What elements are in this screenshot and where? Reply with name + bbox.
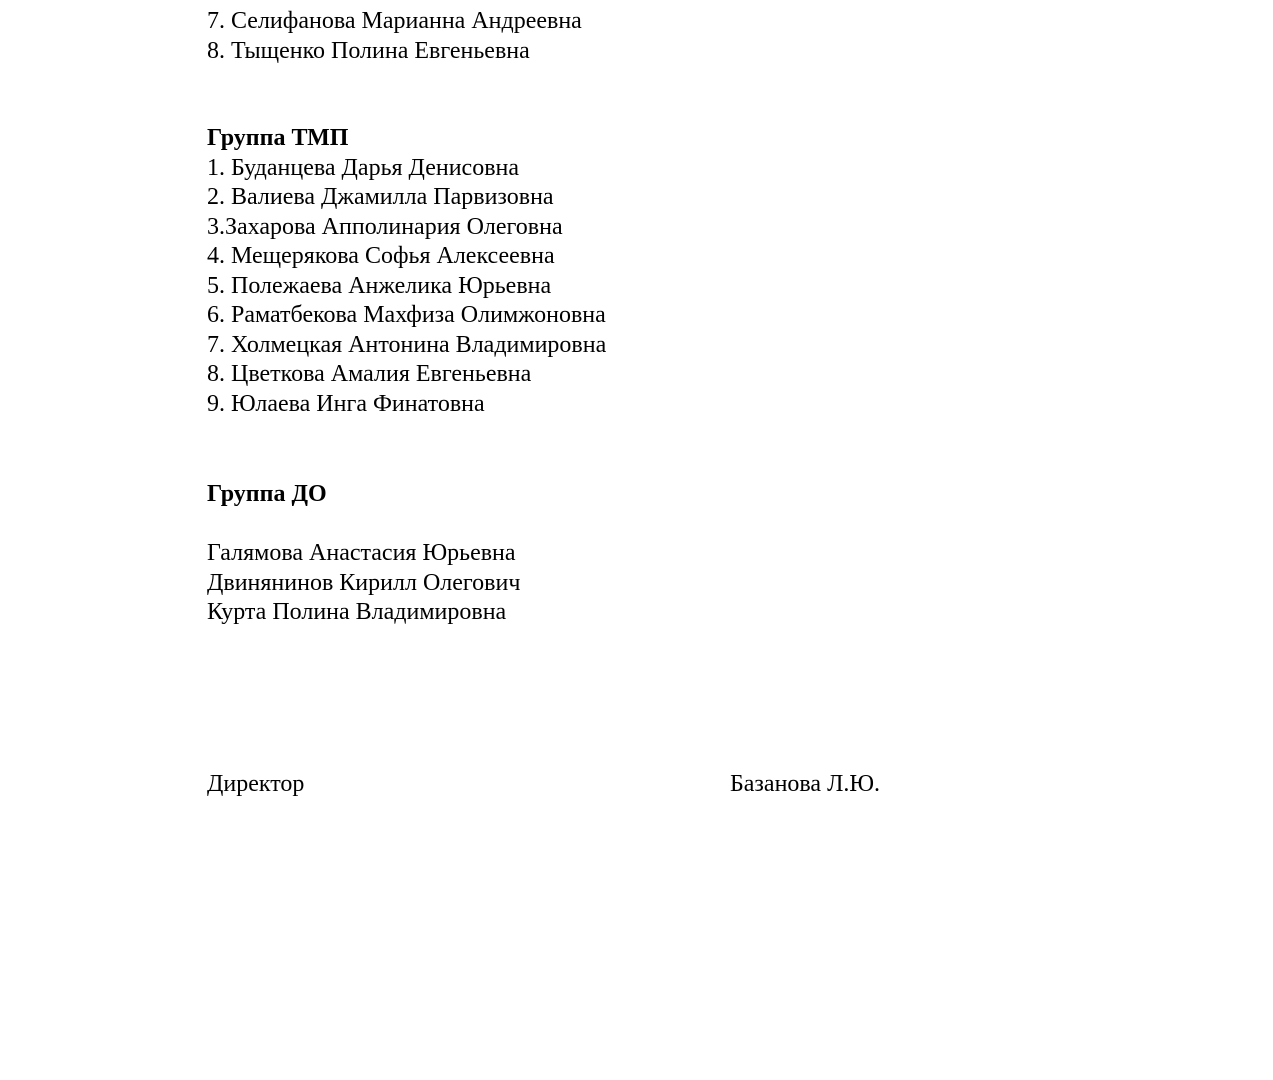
group-do-title: Группа ДО <box>207 481 327 507</box>
group-do-section <box>207 480 520 628</box>
group-tmp-title: Группа ТМП <box>207 125 349 151</box>
list-item: 2. Валиева Джамилла Парвизовна <box>207 184 554 210</box>
blank-line <box>207 510 520 540</box>
signature-name: Базанова Л.Ю. <box>730 771 881 797</box>
list-item: 8. Цветкова Амалия Евгеньевна <box>207 361 532 387</box>
group-do-list <box>207 539 520 628</box>
list-item: 6. Раматбекова Махфиза Олимжоновна <box>207 302 606 328</box>
group-tmp-list <box>207 154 606 420</box>
list-item: 7. Селифанова Марианна Андреевна <box>207 8 582 34</box>
list-item: 9. Юлаева Инга Финатовна <box>207 390 485 417</box>
list-item: 3.Захарова Апполинария Олеговна <box>207 213 563 240</box>
previous-group-tail-list <box>207 7 582 66</box>
list-item: 8. Тыщенко Полина Евгеньевна <box>207 37 530 64</box>
list-item: Двинянинов Кирилл Олегович <box>207 569 521 596</box>
list-item: 4. Мещерякова Софья Алексеевна <box>207 243 555 269</box>
list-item: Курта Полина Владимировна <box>207 599 507 625</box>
list-item: 7. Холмецкая Антонина Владимировна <box>207 331 607 358</box>
list-item: 5. Полежаева Анжелика Юрьевна <box>207 272 552 299</box>
signature-role: Директор <box>207 771 305 797</box>
signature-row <box>207 770 1207 800</box>
list-item: 1. Буданцева Дарья Денисовна <box>207 154 520 181</box>
group-tmp-section <box>207 124 606 419</box>
list-item: Галямова Анастасия Юрьевна <box>207 540 516 566</box>
